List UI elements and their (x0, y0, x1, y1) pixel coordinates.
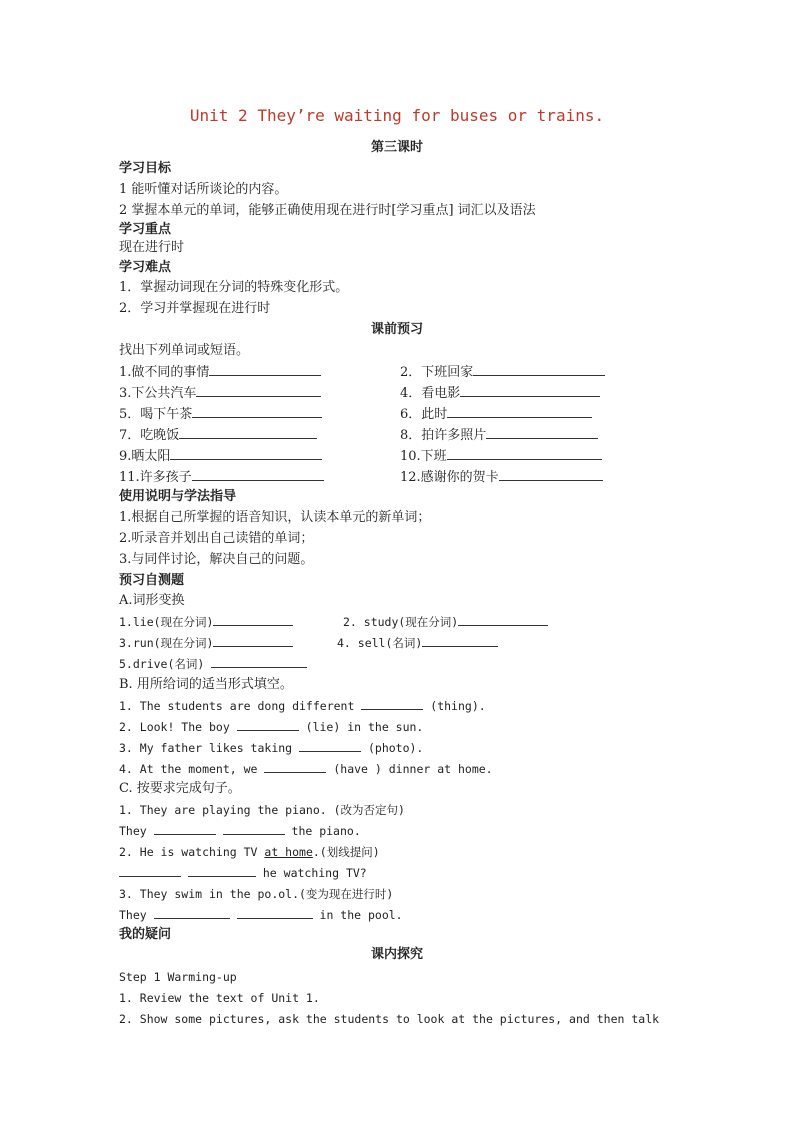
fill-item (119, 718, 423, 736)
vocab-right: 2．下班回家 (400, 365, 474, 380)
question-text: 2. He is watching TV (119, 845, 265, 859)
fill-text: (thing). (430, 699, 486, 713)
answer-blank[interactable] (499, 468, 603, 481)
vocab-right: 10.下班 (400, 449, 447, 464)
vocab-row (119, 384, 461, 403)
focus-heading: 学习重点 (119, 222, 172, 237)
answer-blank[interactable] (223, 822, 285, 835)
word-form-item: 5.drive(名词) (119, 657, 205, 671)
vocab-row (119, 468, 499, 487)
step-item: 1. Review the text of Unit 1. (119, 991, 320, 1005)
fill-text: (have ) dinner at home. (333, 762, 493, 776)
step-item: 2. Show some pictures, ask the students to look at the pictures, and then talk (119, 1012, 660, 1026)
word-form-row (119, 655, 307, 673)
guide-heading: 使用说明与学法指导 (119, 489, 237, 504)
guide-item: 3.与同伴讨论，解决自己的问题。 (119, 552, 314, 567)
difficulty-item: 1．掌握动词现在分词的特殊变化形式。 (119, 280, 349, 295)
transform-item: 1. They are playing the piano. (改为否定句) (119, 803, 405, 817)
answer-blank[interactable] (447, 405, 592, 418)
vocab-left: 5．喝下午茶 (119, 407, 193, 422)
answer-blank[interactable] (170, 447, 322, 460)
fill-item (119, 760, 493, 778)
find-instruction: 找出下列单词或短语。 (119, 343, 250, 358)
question-heading: 我的疑问 (119, 927, 172, 942)
explore-heading: 课内探究 (370, 947, 423, 962)
fill-item (119, 697, 486, 715)
word-form-row (119, 634, 423, 652)
answer-blank[interactable] (460, 384, 600, 397)
word-form-item: 1.lie(现在分词) (119, 615, 214, 629)
answer-blank[interactable] (447, 447, 602, 460)
answer-blank[interactable] (196, 384, 321, 397)
answer-blank[interactable] (264, 760, 326, 773)
answer-blank[interactable] (154, 906, 230, 919)
difficulty-item: 2．学习并掌握现在进行时 (119, 301, 271, 316)
vocab-right: 4．看电影 (400, 386, 461, 401)
preview-heading: 课前预习 (370, 322, 423, 337)
answer-blank[interactable] (192, 405, 322, 418)
underlined-phrase: at home (264, 845, 313, 859)
answer-text: the piano. (291, 824, 361, 838)
part-a-label: A.词形变换 (119, 593, 185, 608)
answer-text: They (119, 908, 147, 922)
answer-text: he watching TV? (262, 866, 367, 880)
transform-answer (119, 822, 361, 840)
answer-blank[interactable] (179, 426, 317, 439)
fill-text: 4. At the moment, we (119, 762, 258, 776)
answer-blank[interactable] (361, 697, 423, 710)
part-c-label: C. 按要求完成句子。 (119, 781, 241, 796)
selftest-heading: 预习自测题 (119, 573, 185, 588)
fill-text: 2. Look! The boy (119, 720, 230, 734)
answer-blank[interactable] (192, 468, 324, 481)
vocab-left: 9.晒太阳 (119, 449, 171, 464)
fill-text: (lie) in the sun. (305, 720, 424, 734)
lesson-label: 第三课时 (370, 140, 423, 155)
transform-item: 3. They swim in the po.ol.(变为现在进行时) (119, 887, 394, 901)
vocab-row (119, 363, 474, 382)
word-form-item: 4. sell(名词) (337, 636, 423, 650)
answer-text: in the pool. (319, 908, 403, 922)
vocab-row (119, 426, 487, 445)
answer-blank[interactable] (211, 655, 307, 668)
vocab-row (119, 405, 448, 424)
document-title: Unit 2 They’re waiting for buses or trains. (189, 106, 605, 125)
answer-blank[interactable] (119, 864, 181, 877)
vocab-left: 11.许多孩子 (119, 470, 192, 485)
goal-item: 1 能听懂对话所谈论的内容。 (119, 182, 288, 197)
goal-item: 2 掌握本单元的单词，能够正确使用现在进行时[学习重点] 词汇以及语法 (119, 203, 536, 218)
answer-blank[interactable] (422, 634, 498, 647)
guide-item: 2.听录音并划出自己读错的单词； (119, 531, 314, 546)
vocab-left: 1.做不同的事情 (119, 365, 210, 380)
focus-text: 现在进行时 (119, 240, 185, 255)
guide-item: 1.根据自己所掌握的语音知识，认读本单元的新单词； (119, 510, 431, 525)
answer-blank[interactable] (209, 363, 321, 376)
vocab-left: 3.下公共汽车 (119, 386, 197, 401)
answer-blank[interactable] (154, 822, 216, 835)
answer-blank[interactable] (237, 718, 299, 731)
word-form-item: 2. study(现在分词) (343, 615, 459, 629)
vocab-left: 7．吃晚饭 (119, 428, 180, 443)
answer-blank[interactable] (213, 634, 293, 647)
vocab-right: 12.感谢你的贺卡 (400, 470, 499, 485)
word-form-row (119, 613, 459, 631)
step-heading: Step 1 Warming-up (119, 970, 237, 984)
fill-text: 3. My father likes taking (119, 741, 293, 755)
answer-blank[interactable] (486, 426, 598, 439)
word-form-item: 3.run(现在分词) (119, 636, 214, 650)
answer-blank[interactable] (458, 613, 548, 626)
answer-blank[interactable] (299, 739, 361, 752)
answer-blank[interactable] (237, 906, 313, 919)
answer-blank[interactable] (188, 864, 256, 877)
answer-blank[interactable] (213, 613, 293, 626)
fill-text: (photo). (367, 741, 424, 755)
vocab-right: 6．此时 (400, 407, 448, 422)
question-text: .(划线提问) (312, 845, 380, 859)
part-b-label: B. 用所给词的适当形式填空。 (119, 677, 293, 692)
goals-heading: 学习目标 (119, 161, 172, 176)
transform-answer (119, 864, 367, 882)
fill-text: 1. The students are dong different (119, 699, 355, 713)
answer-blank[interactable] (473, 363, 605, 376)
difficulty-heading: 学习难点 (119, 260, 172, 275)
answer-text: They (119, 824, 147, 838)
vocab-row (119, 447, 447, 466)
transform-item (119, 843, 380, 861)
fill-item (119, 739, 423, 757)
vocab-right: 8．拍许多照片 (400, 428, 487, 443)
transform-answer (119, 906, 403, 924)
